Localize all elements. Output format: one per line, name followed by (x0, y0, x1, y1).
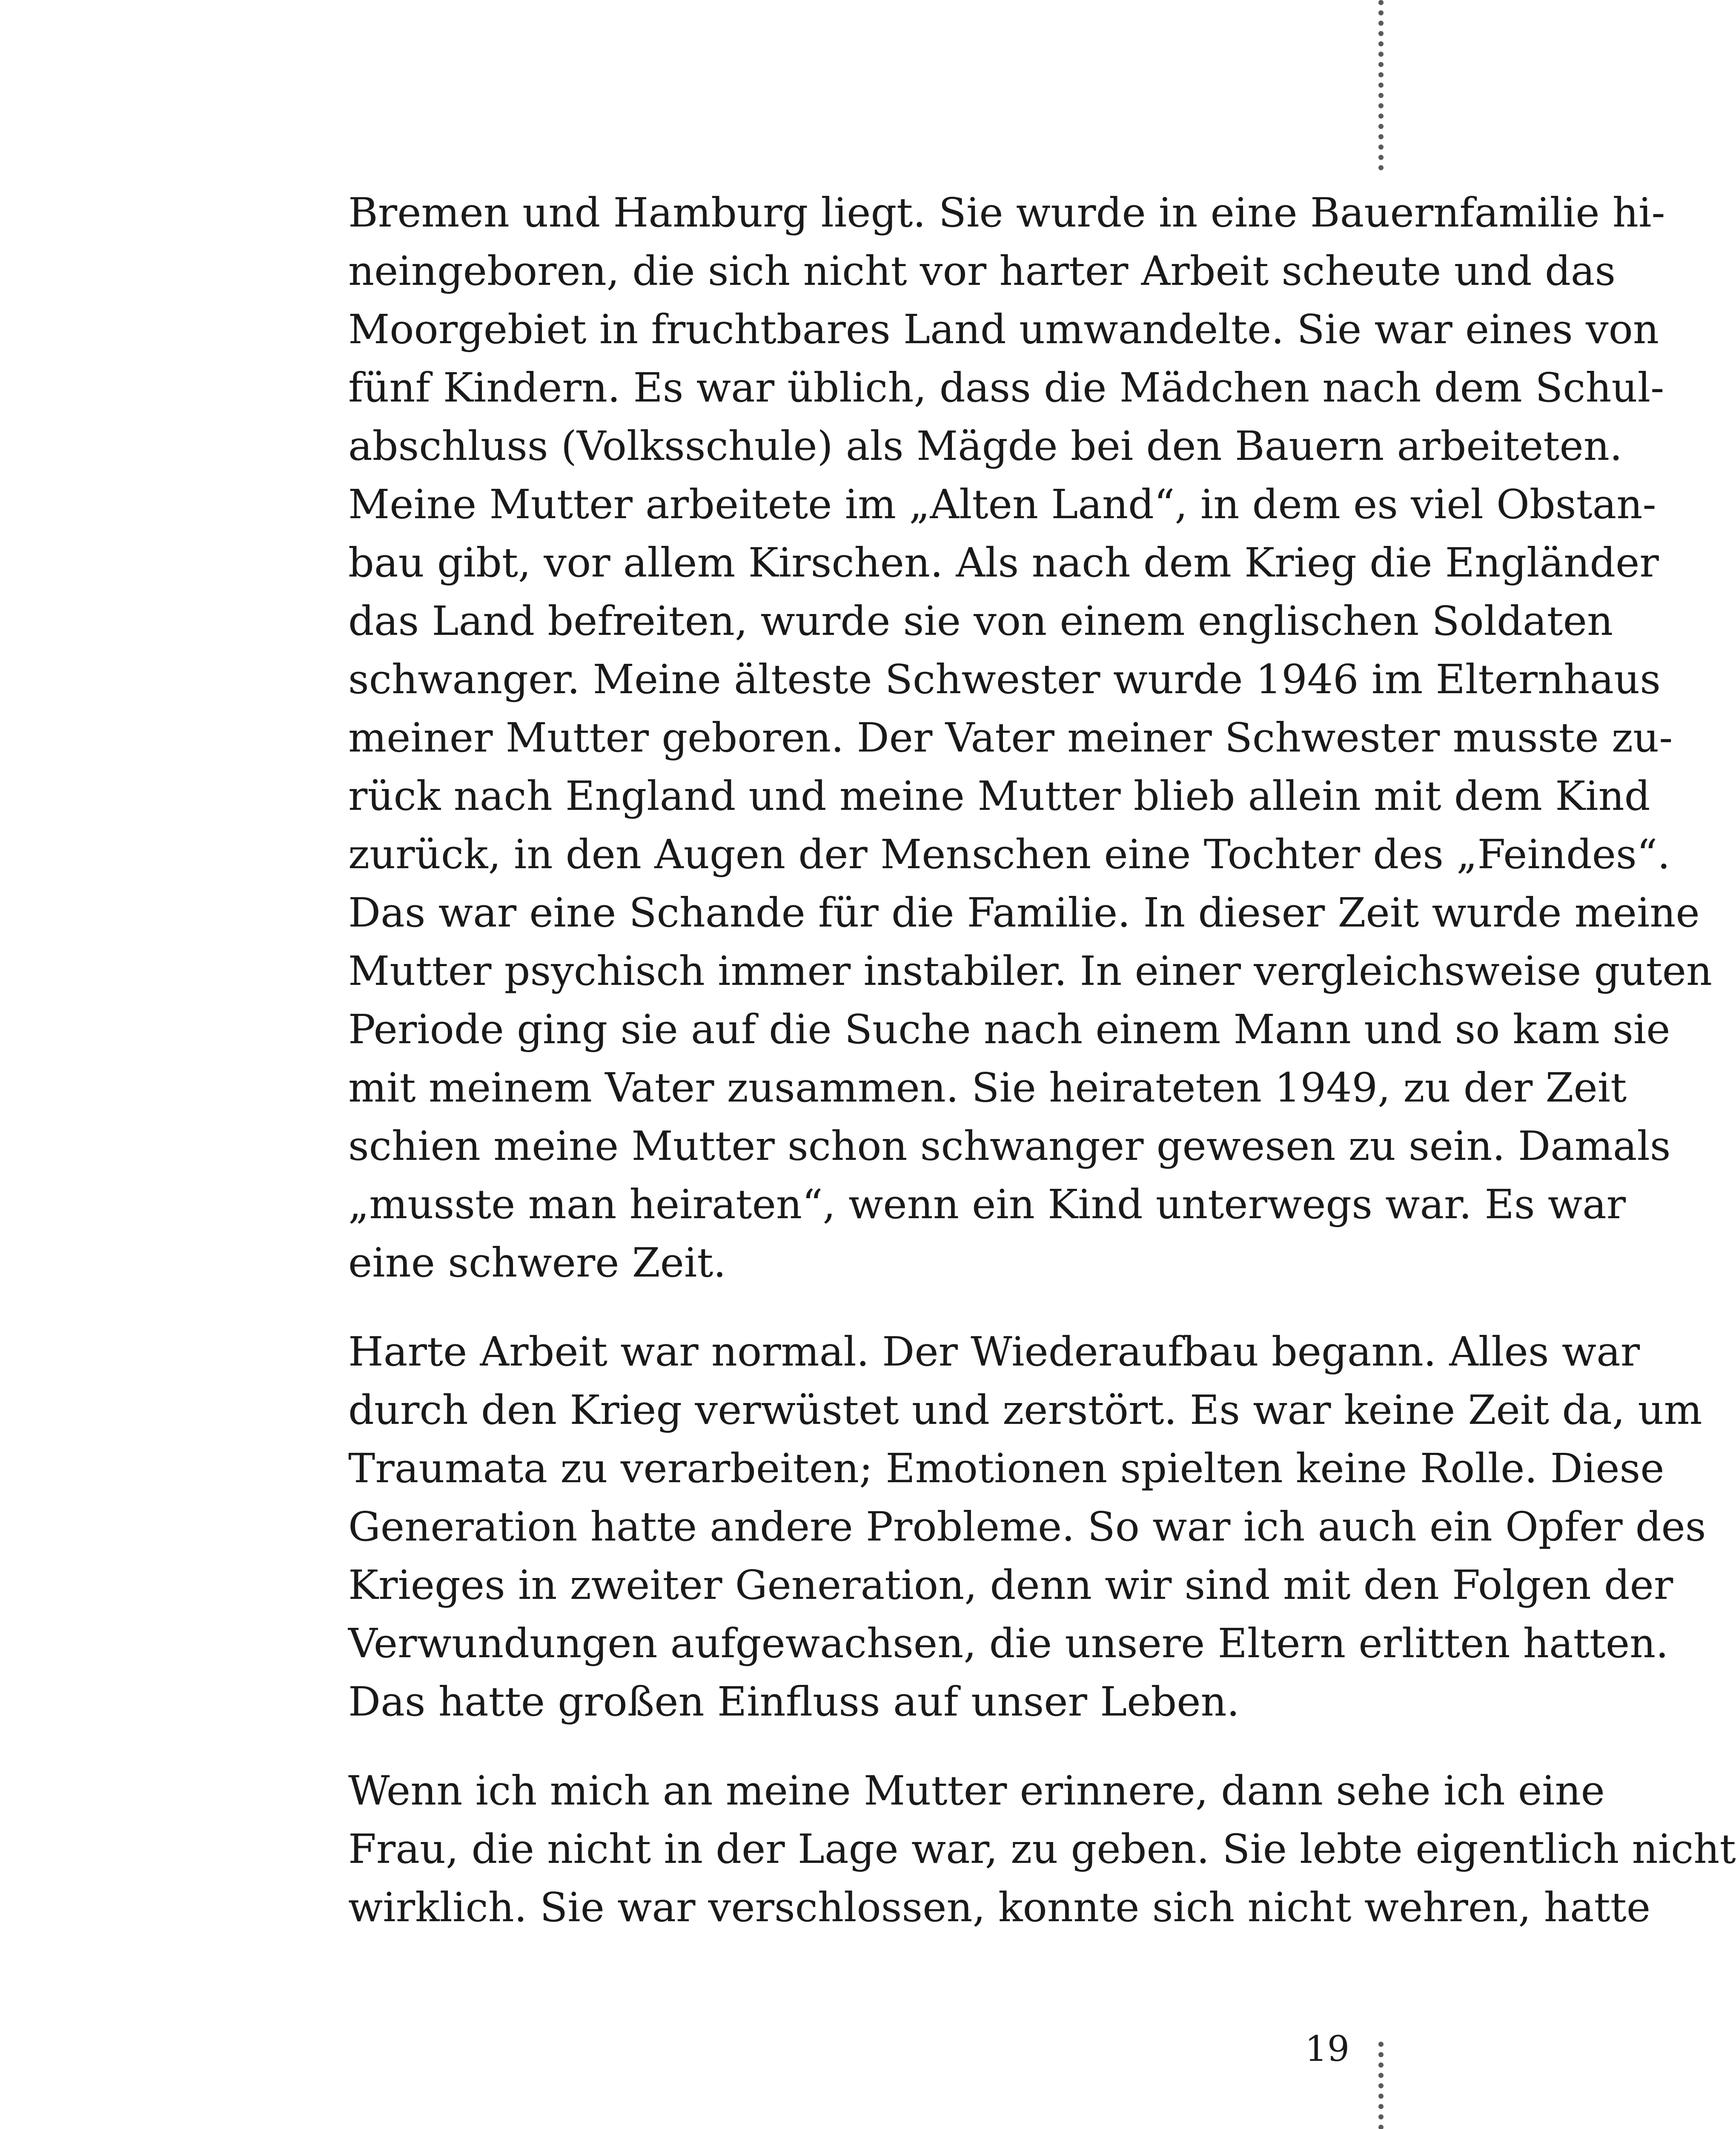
text-line: „musste man heiraten“, wenn ein Kind unterwegs war. Es war (348, 1181, 1626, 1228)
text-line: Harte Arbeit war normal. Der Wiederaufbau begann. Alles war (348, 1328, 1640, 1375)
text-line: zurück, in den Augen der Menschen eine Tochter des „Feindes“. (348, 831, 1670, 878)
text-line: das Land befreiten, wurde sie von einem englischen Soldaten (348, 598, 1613, 645)
text-line: neingeboren, die sich nicht vor harter Arbeit scheute und das (348, 248, 1616, 295)
text-line: bau gibt, vor allem Kirschen. Als nach dem Krieg die Engländer (348, 539, 1659, 586)
dotted-rule-bottom (1378, 2042, 1384, 2129)
text-line: abschluss (Volksschule) als Mägde bei den Bauern arbeiteten. (348, 423, 1623, 470)
body-text (348, 184, 1736, 1968)
text-line: Das war eine Schande für die Familie. In dieser Zeit wurde meine (348, 889, 1700, 936)
text-line: Mutter psychisch immer instabiler. In einer vergleichsweise guten (348, 948, 1713, 995)
text-line: fünf Kindern. Es war üblich, dass die Mädchen nach dem Schul- (348, 364, 1664, 411)
text-line: Verwundungen aufgewachsen, die unsere Eltern erlitten hatten. (348, 1620, 1669, 1667)
text-line: meiner Mutter geboren. Der Vater meiner Schwester musste zu- (348, 714, 1673, 761)
dotted-rule-top (1378, 0, 1384, 170)
text-line: Frau, die nicht in der Lage war, zu geben. Sie lebte eigentlich nicht (348, 1826, 1736, 1873)
text-line: wirklich. Sie war verschlossen, konnte sich nicht wehren, hatte (348, 1884, 1651, 1931)
text-line: Krieges in zweiter Generation, denn wir sind mit den Folgen der (348, 1562, 1673, 1609)
text-line: schien meine Mutter schon schwanger gewesen zu sein. Damals (348, 1123, 1671, 1170)
paragraph-2 (348, 1323, 1706, 1731)
text-line: rück nach England und meine Mutter blieb allein mit dem Kind (348, 773, 1650, 820)
text-line: Meine Mutter arbeitete im „Alten Land“, in dem es viel Obstan- (348, 481, 1656, 528)
text-line: durch den Krieg verwüstet und zerstört. Es war keine Zeit da, um (348, 1387, 1702, 1434)
text-line: Moorgebiet in fruchtbares Land umwandelte. Sie war eines von (348, 306, 1659, 353)
text-line: Generation hatte andere Probleme. So war ich auch ein Opfer des (348, 1503, 1706, 1550)
text-line: schwanger. Meine älteste Schwester wurde 1946 im Elternhaus (348, 656, 1661, 703)
paragraph-3 (348, 1762, 1736, 1937)
paragraph-1 (348, 184, 1713, 1292)
page-number: 19 (1305, 2029, 1349, 2069)
text-line: Bremen und Hamburg liegt. Sie wurde in eine Bauernfamilie hi- (348, 189, 1665, 236)
text-line: mit meinem Vater zusammen. Sie heirateten 1949, zu der Zeit (348, 1064, 1627, 1111)
text-line: Periode ging sie auf die Suche nach einem Mann und so kam sie (348, 1006, 1670, 1053)
text-line: eine schwere Zeit. (348, 1240, 726, 1286)
text-line: Wenn ich mich an meine Mutter erinnere, dann sehe ich eine (348, 1767, 1605, 1814)
text-line: Traumata zu verarbeiten; Emotionen spielten keine Rolle. Diese (348, 1445, 1664, 1492)
text-line: Das hatte großen Einfluss auf unser Leben. (348, 1679, 1240, 1725)
